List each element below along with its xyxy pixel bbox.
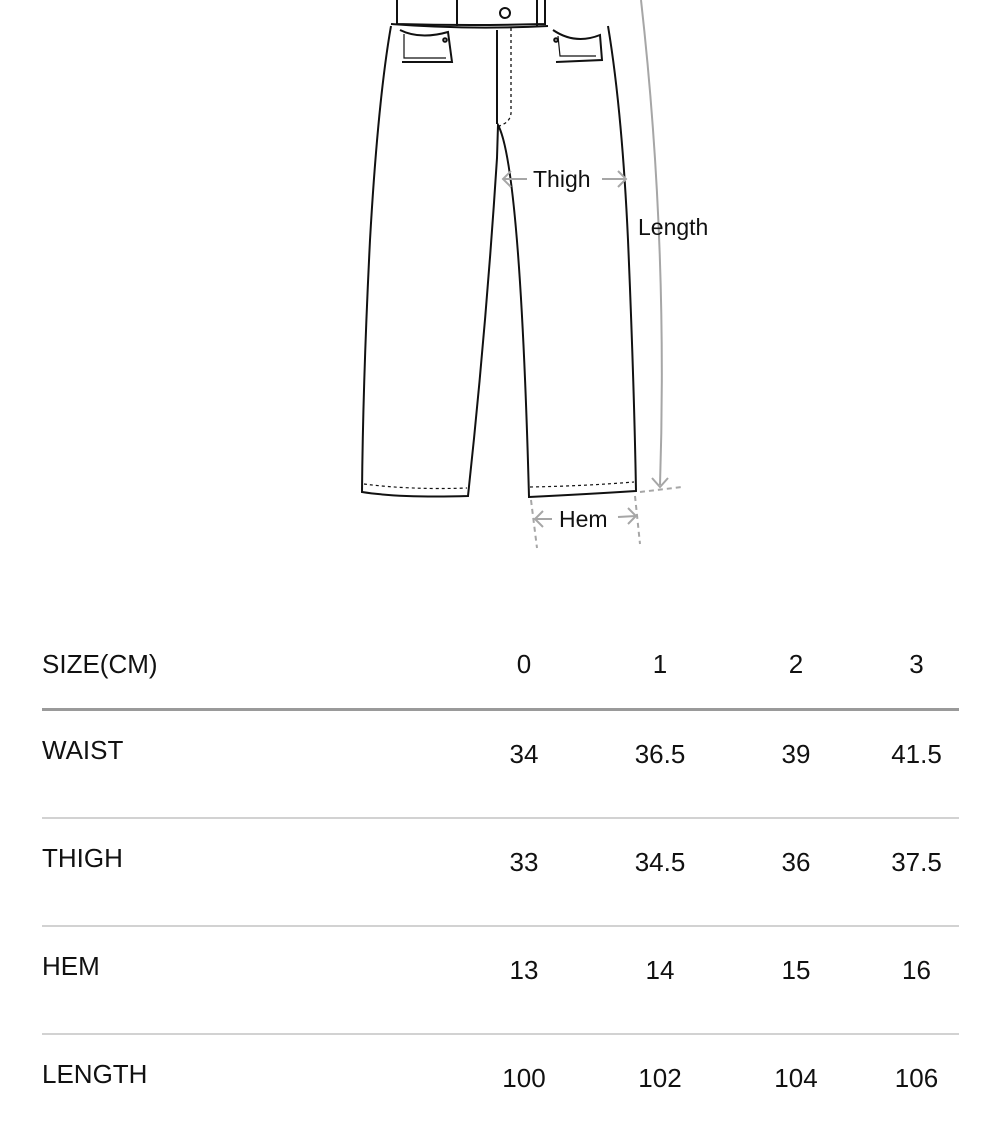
table-cell: 102 [638, 1063, 682, 1093]
length-end-marker [640, 487, 682, 492]
table-cell: 37.5 [874, 818, 959, 926]
table-cell: 104 [774, 1063, 818, 1093]
rivet-left [443, 38, 447, 42]
waist-button [500, 8, 510, 18]
rivet-right [554, 38, 558, 42]
size-header-row [42, 620, 959, 710]
hem-stitch-left [364, 484, 467, 489]
table-cell: 34 [446, 710, 602, 819]
hem-ext-left [531, 500, 537, 548]
size-1-header: 1 [602, 620, 718, 710]
table-cell: 106 [894, 1063, 939, 1093]
hem-arrow-right [618, 516, 636, 517]
row-label: THIGH [42, 818, 446, 926]
length-label: Length [638, 214, 709, 240]
measurement-guides [503, 0, 682, 548]
table-cell: 16 [874, 926, 959, 1034]
pants-illustration [362, 0, 636, 497]
thigh-label: Thigh [533, 166, 591, 192]
table-cell: 33 [446, 818, 602, 926]
row-label: HEM [42, 926, 446, 1034]
pants-measurement-diagram [0, 0, 1000, 560]
pocket-left-inner [404, 34, 446, 58]
pocket-left [400, 30, 452, 62]
table-cell: 36 [718, 818, 874, 926]
table-cell: 15 [718, 926, 874, 1034]
length-arc [641, 0, 662, 485]
row-label: LENGTH [42, 1059, 148, 1089]
table-cell: 36.5 [602, 710, 718, 819]
size-0-header: 0 [446, 620, 602, 710]
size-3-header: 3 [874, 620, 959, 710]
size-2-header: 2 [718, 620, 874, 710]
table-cell: 13 [446, 926, 602, 1034]
pants-outline [362, 26, 636, 497]
hem-label: Hem [559, 506, 608, 532]
size-chart-table [42, 620, 959, 1141]
size-unit-header: SIZE(CM) [42, 620, 446, 710]
table-cell: 39 [718, 710, 874, 819]
hem-ext-right [635, 496, 640, 544]
table-cell: 14 [602, 926, 718, 1034]
table-cell: 41.5 [874, 710, 959, 819]
pocket-right [553, 30, 602, 62]
table-cell: 100 [502, 1063, 546, 1093]
fly-j-stitch [499, 28, 511, 126]
table-row-waist [42, 710, 959, 819]
table-row-hem [42, 926, 959, 1034]
hem-stitch-right [530, 482, 634, 487]
row-label: WAIST [42, 710, 446, 819]
waistband [397, 0, 545, 25]
table-row-length [42, 1034, 959, 1141]
table-row-thigh [42, 818, 959, 926]
table-cell: 34.5 [602, 818, 718, 926]
